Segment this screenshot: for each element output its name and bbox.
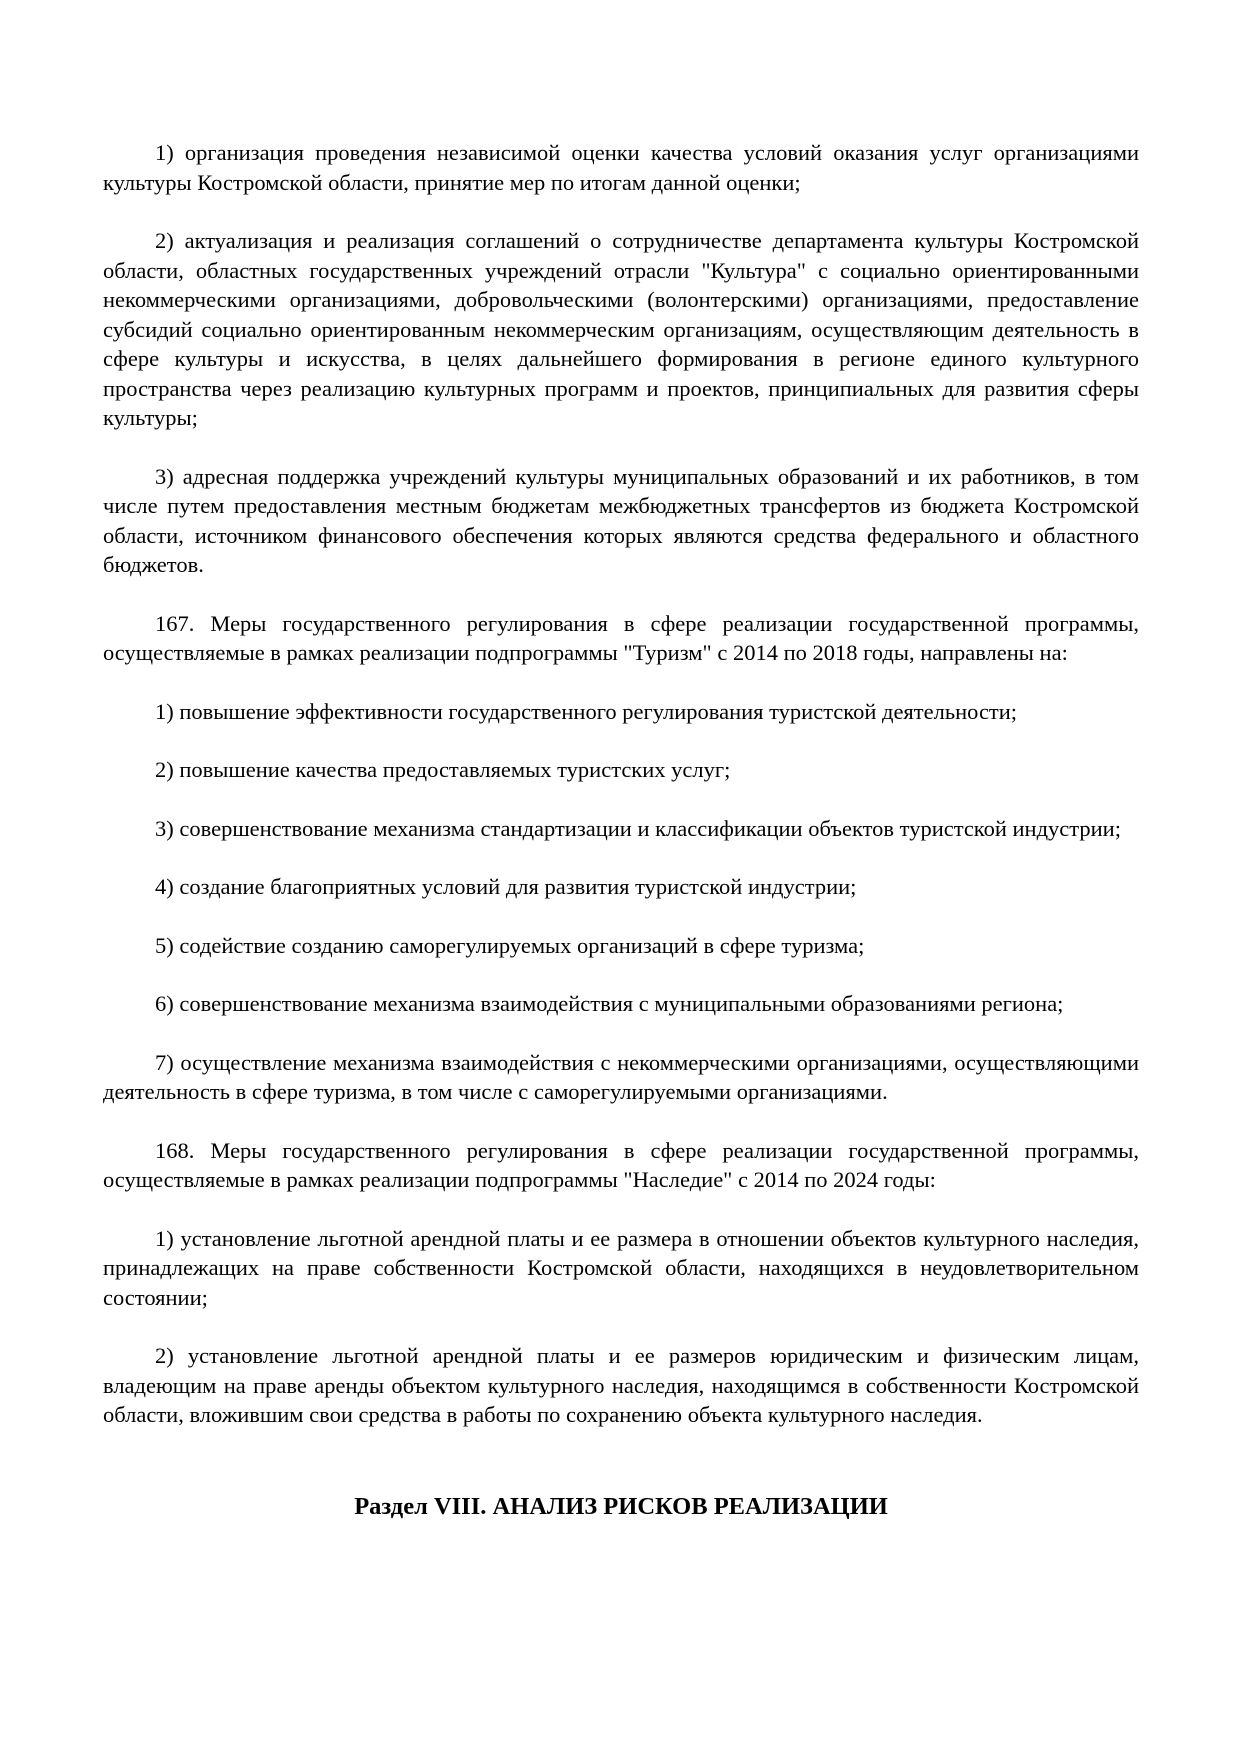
paragraph-item-3: 3) адресная поддержка учреждений культуры муниципальных образований и их работников, в том числе путем предоставления местным бюджетам межбюджетных трансфертов из бюджета Костромской области, источником финансового обеспечения которых являются средства федерального и областного бюджетов. [103, 463, 1139, 577]
paragraph-list-167-5: 5) содействие созданию саморегулируемых организаций в сфере туризма; [155, 932, 865, 958]
paragraph-list-167-6: 6) совершенствование механизма взаимодействия с муниципальными образованиями региона; [155, 991, 1064, 1016]
paragraph-list-167-2: 2) повышение качества предоставляемых туристских услуг; [155, 757, 731, 782]
paragraph-list-167-7: 7) осуществление механизма взаимодействия с некоммерческими организациями, осуществляющими деятельность в сфере туризма, в том числе с саморегулируемыми организациями. [103, 1049, 1139, 1104]
paragraph-list-167-4: 4) создание благоприятных условий для развития туристской индустрии; [155, 874, 857, 899]
section-heading: Раздел VIII. АНАЛИЗ РИСКОВ РЕАЛИЗАЦИИ [354, 1492, 888, 1520]
paragraph-item-1: 1) организация проведения независимой оценки качества условий оказания услуг организациями культуры Костромской области, принятие мер по итогам данной оценки; [103, 140, 1139, 195]
paragraph-list-168-2: 2) установление льготной арендной платы и ее размеров юридическим и физическим лицам, владеющим на праве аренды объектом культурного наследия, находящимся в собственности Костромской области, вложившим свои средства в работы по сохранению объекта культурного наследия. [103, 1343, 1139, 1427]
paragraph-list-168-1: 1) установление льготной арендной платы и ее размера в отношении объектов культурного наследия, принадлежащих на праве собственности Костромской области, находящихся в неудовлетворительном состоянии; [103, 1225, 1139, 1310]
paragraph-item-2: 2) актуализация и реализация соглашений о сотрудничестве департамента культуры Костромской области, областных государственных учреждений отрасли "Культура" с социально ориентированными некоммерческими организациями, добровольческими (волонтерскими) организациями, предоставление субсидий социально ориентированным некоммерческим организациям, осуществляющим деятельность в сфере культуры и искусства, в целях дальнейшего формирования в регионе единого культурного пространства через реализацию культурных программ и проектов, принципиальных для развития сферы культуры; [103, 228, 1139, 430]
paragraph-list-167-3: 3) совершенствование механизма стандартизации и классификации объектов туристской индустрии; [155, 815, 1121, 841]
paragraph-clause-167: 167. Меры государственного регулирования в сфере реализации государственной программы, осуществляемые в рамках реализации подпрограммы "Туризм" с 2014 по 2018 годы, направлены на: [103, 610, 1139, 665]
paragraph-clause-168: 168. Меры государственного регулирования в сфере реализации государственной программы, осуществляемые в рамках реализации подпрограммы "Наследие" с 2014 по 2024 годы: [103, 1137, 1139, 1192]
paragraph-list-167-1: 1) повышение эффективности государственного регулирования туристской деятельности; [155, 698, 1018, 724]
